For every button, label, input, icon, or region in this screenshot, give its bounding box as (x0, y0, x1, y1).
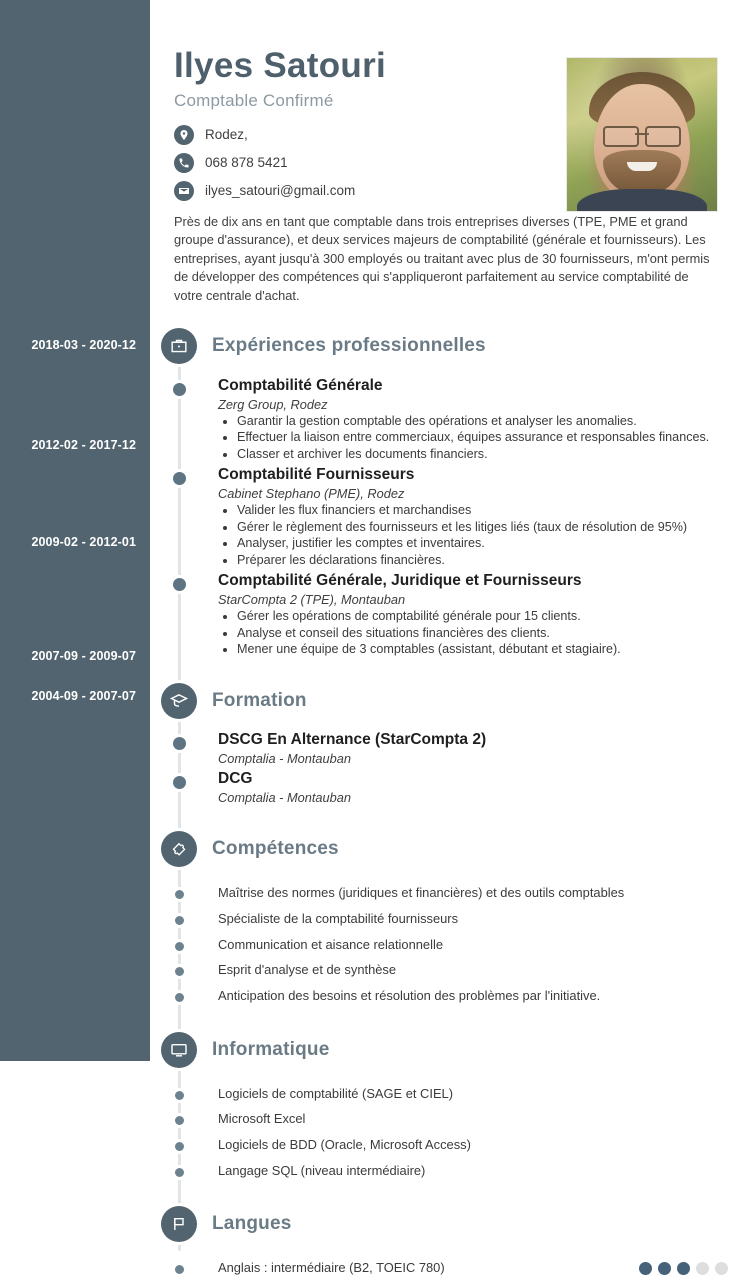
cv-sections (150, 319, 750, 1276)
job-role: Comptabilité Fournisseurs (218, 466, 415, 484)
date-range: 2012-02 - 2017-12 (31, 438, 136, 452)
list-item: • Préparer les déclarations financières. (237, 552, 750, 569)
puzzle-piece-icon (161, 831, 197, 867)
timeline-dot (173, 578, 186, 591)
it-text: Microsoft Excel (218, 1111, 306, 1127)
section-title: Expériences professionnelles (212, 335, 486, 357)
timeline-dot (175, 942, 184, 951)
language-item (150, 1260, 750, 1277)
briefcase-icon (161, 328, 197, 364)
skill-item (150, 988, 750, 1005)
photo-glasses (603, 126, 681, 143)
section-title: Langues (212, 1213, 292, 1235)
job-bullets (218, 413, 750, 463)
graduation-cap-icon (161, 683, 197, 719)
redacted-address (251, 129, 343, 140)
timeline-dot (175, 890, 184, 899)
email-text: ilyes_satouri@gmail.com (205, 183, 356, 199)
skill-text: Communication et aisance relationnelle (218, 936, 443, 952)
rating-dot (658, 1262, 671, 1275)
list-item: • Classer et archiver les documents financiers. (237, 446, 750, 463)
experience-entry (150, 572, 750, 657)
section-informatique (150, 1023, 750, 1180)
rating-dot (639, 1262, 652, 1275)
skill-item (150, 885, 750, 902)
section-title: Informatique (212, 1038, 330, 1060)
date-range: 2018-03 - 2020-12 (31, 338, 136, 352)
location-text: Rodez, (205, 127, 248, 143)
language-text: Anglais : intermédiaire (B2, TOEIC 780) (218, 1260, 445, 1276)
list-item: • Gérer les opérations de comptabilité générale pour 15 clients. (237, 608, 750, 625)
job-org: StarCompta 2 (TPE), Montauban (218, 592, 406, 608)
phone-text: 068 878 5421 (205, 155, 288, 171)
date-range: 2007-09 - 2009-07 (31, 649, 136, 663)
timeline-dot (173, 383, 186, 396)
list-item: • Mener une équipe de 3 comptables (assistant, débutant et stagiaire). (237, 641, 750, 658)
skill-item (150, 937, 750, 954)
section-header (150, 1198, 750, 1252)
experience-entry (150, 377, 750, 462)
it-text: Logiciels de comptabilité (SAGE et CIEL) (218, 1085, 454, 1101)
timeline-dot (175, 1265, 184, 1274)
location-pin-icon (174, 125, 194, 145)
timeline-dot (175, 916, 184, 925)
professional-summary: Près de dix ans en tant que comptable dans trois entreprises diverses (TPE, PME et grand groupe d'assurance), et deux services majeurs de comptabilité (générale et fournisseurs). Les entreprises, ayant jusqu'à 300 employés ou traitant avec plus de 30 fournisseurs, m'ont permis de développer des compétences qui s'appliqueront parfaitement au service comptabilité de votre centrale d'achat. (174, 213, 710, 303)
page-title: Ilyes Satouri (174, 46, 387, 85)
job-org: Cabinet Stephano (PME), Rodez (218, 486, 405, 502)
section-experience (150, 319, 750, 657)
school-name: Comptalia - Montauban (218, 789, 352, 805)
degree-title: DSCG En Alternance (StarCompta 2) (218, 731, 487, 749)
photo-shirt (577, 189, 707, 211)
timeline-dot (173, 472, 186, 485)
cv-header (150, 0, 750, 201)
rating-dot (715, 1262, 728, 1275)
section-header (150, 674, 750, 728)
it-item (150, 1111, 750, 1128)
section-title: Compétences (212, 838, 339, 860)
skill-text: Spécialiste de la comptabilité fournisseurs (218, 910, 459, 926)
timeline-dot (175, 1116, 184, 1125)
list-item: • Analyse et conseil des situations financières des clients. (237, 625, 750, 642)
school-name: Comptalia - Montauban (218, 751, 352, 767)
section-header (150, 1023, 750, 1077)
timeline-dot (173, 776, 186, 789)
skill-item (150, 962, 750, 979)
timeline-dot (175, 1142, 184, 1151)
section-title: Formation (212, 689, 307, 711)
section-skills (150, 823, 750, 1005)
skill-text: Maîtrise des normes (juridiques et financières) et des outils comptables (218, 885, 625, 901)
education-entry (150, 731, 750, 766)
rating-dot (677, 1262, 690, 1275)
degree-title: DCG (218, 770, 253, 788)
section-header (150, 319, 750, 373)
it-item (150, 1086, 750, 1103)
it-text: Langage SQL (niveau intermédiaire) (218, 1162, 426, 1178)
job-title: Comptable Confirmé (174, 90, 334, 110)
flag-icon (161, 1206, 197, 1242)
section-education (150, 674, 750, 805)
list-item: • Analyser, justifier les comptes et inventaires. (237, 535, 750, 552)
it-item (150, 1163, 750, 1180)
timeline-dot (173, 737, 186, 750)
skill-item (150, 911, 750, 928)
timeline-dot (175, 1091, 184, 1100)
profile-photo (566, 57, 718, 212)
skill-text: Esprit d'analyse et de synthèse (218, 962, 397, 978)
list-item: • Gérer le règlement des fournisseurs et les litiges liés (taux de résolution de 95%) (237, 519, 750, 536)
timeline-dot (175, 967, 184, 976)
list-item: • Garantir la gestion comptable des opérations et analyser les anomalies. (237, 413, 750, 430)
list-item: • Effectuer la liaison entre commerciaux, équipes assurance et responsables finances. (237, 429, 750, 446)
cv-content (150, 0, 750, 1276)
job-role: Comptabilité Générale (218, 377, 383, 395)
experience-entry (150, 466, 750, 568)
job-org: Zerg Group, Rodez (218, 396, 328, 412)
job-bullets (218, 608, 750, 658)
education-entry (150, 770, 750, 805)
it-item (150, 1137, 750, 1154)
envelope-icon (174, 181, 194, 201)
job-bullets (218, 502, 750, 568)
language-rating (639, 1262, 728, 1275)
photo-mouth (627, 162, 657, 171)
sidebar-timeline-dates (0, 0, 150, 1061)
list-item: • Valider les flux financiers et marchandises (237, 502, 750, 519)
section-header (150, 823, 750, 877)
skill-text: Anticipation des besoins et résolution des problèmes par l'initiative. (218, 988, 601, 1004)
date-range: 2009-02 - 2012-01 (31, 535, 136, 549)
monitor-icon (161, 1032, 197, 1068)
timeline-dot (175, 1168, 184, 1177)
phone-icon (174, 153, 194, 173)
date-range: 2004-09 - 2007-07 (31, 689, 136, 703)
section-languages (150, 1198, 750, 1277)
timeline-dot (175, 993, 184, 1002)
it-text: Logiciels de BDD (Oracle, Microsoft Access) (218, 1137, 471, 1153)
job-role: Comptabilité Générale, Juridique et Fournisseurs (218, 572, 582, 590)
rating-dot (696, 1262, 709, 1275)
